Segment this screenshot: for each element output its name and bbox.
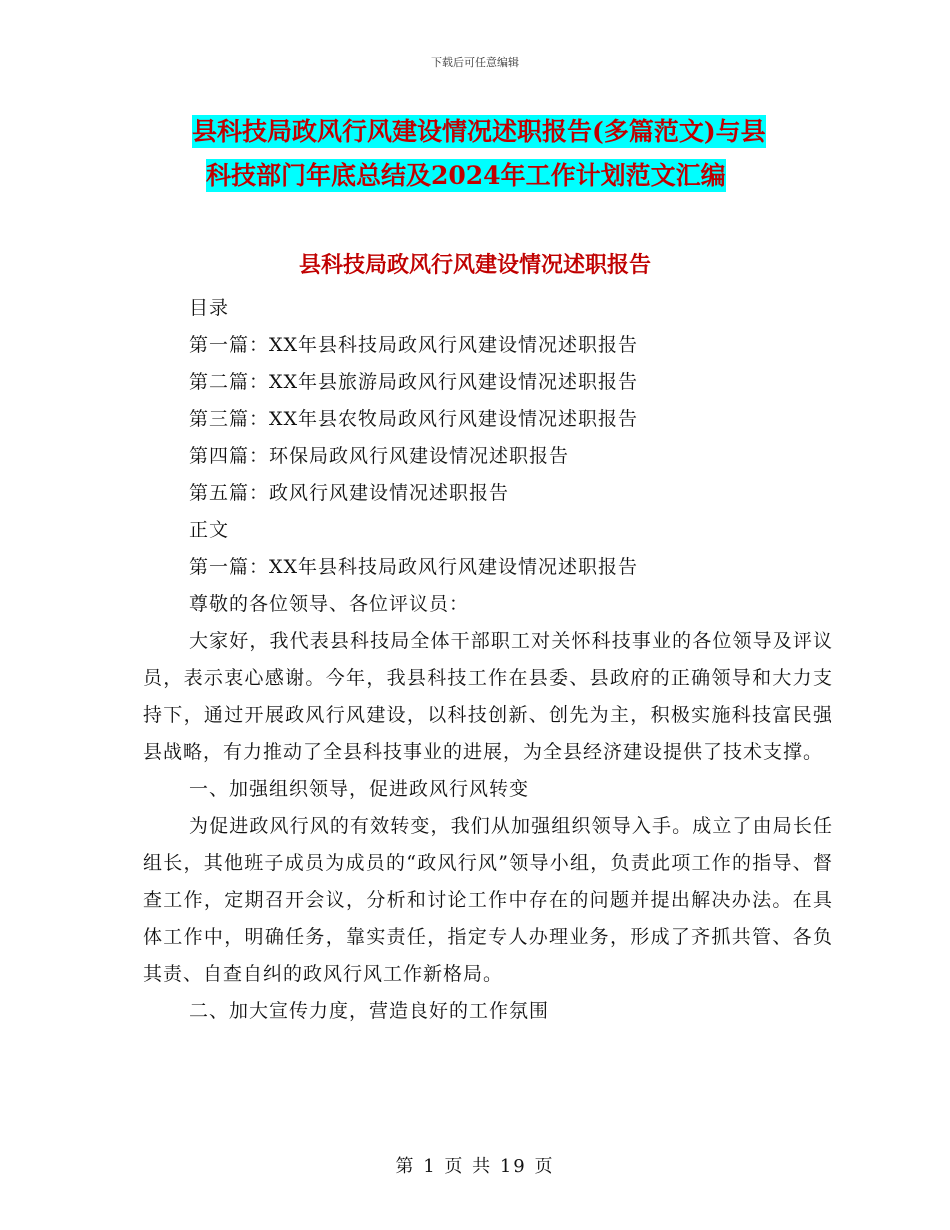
salutation: 尊敬的各位领导、各位评议员：: [189, 593, 470, 615]
toc-item: 第四篇：环保局政风行风建设情况述职报告: [189, 445, 570, 467]
paragraph: 为促进政风行风的有效转变，我们从加强组织领导入手。成立了由局长任组长，其他班子成员为成员的“政风行风”领导小组，负责此项工作的指导、督查工作，定期召开会议，分析和讨论工作中存在的问题并提出解决办法。在具体工作中，明确任务，靠实责任，指定专人办理业务，形成了齐抓共管、各负其责、自查自纠的政风行风工作新格局。: [143, 815, 833, 985]
article-title: 第一篇：XX年县科技局政风行风建设情况述职报告: [189, 556, 639, 578]
document-title: [178, 110, 818, 198]
toc-item: 第一篇：XX年县科技局政风行风建设情况述职报告: [189, 334, 639, 356]
body-heading: 正文: [189, 519, 230, 541]
section-heading: 二、加大宣传力度，营造良好的工作氛围: [189, 1000, 550, 1022]
document-body: [143, 290, 833, 1030]
toc-item: 第三篇：XX年县农牧局政风行风建设情况述职报告: [189, 408, 639, 430]
header-note: 下载后可任意编辑: [431, 56, 519, 69]
toc-item: 第五篇：政风行风建设情况述职报告: [189, 482, 510, 504]
page-footer: 第 1 页 共 19 页: [395, 1156, 555, 1177]
title-line-2: 科技部门年底总结及2024年工作计划范文汇编: [206, 161, 726, 190]
toc-item: 第二篇：XX年县旅游局政风行风建设情况述职报告: [189, 371, 639, 393]
section-title: 县科技局政风行风建设情况述职报告: [298, 252, 651, 278]
section-heading: 一、加强组织领导，促进政风行风转变: [189, 778, 530, 800]
paragraph: 大家好，我代表县科技局全体干部职工对关怀科技事业的各位领导及评议员，表示衷心感谢。今年，我县科技工作在县委、县政府的正确领导和大力支持下，通过开展政风行风建设，以科技创新、创先为主，积极实施科技富民强县战略，有力推动了全县科技事业的进展，为全县经济建设提供了技术支撑。: [143, 630, 833, 763]
toc-heading: 目录: [189, 297, 230, 319]
title-line-1: 县科技局政风行风建设情况述职报告(多篇范文)与县: [192, 117, 766, 146]
